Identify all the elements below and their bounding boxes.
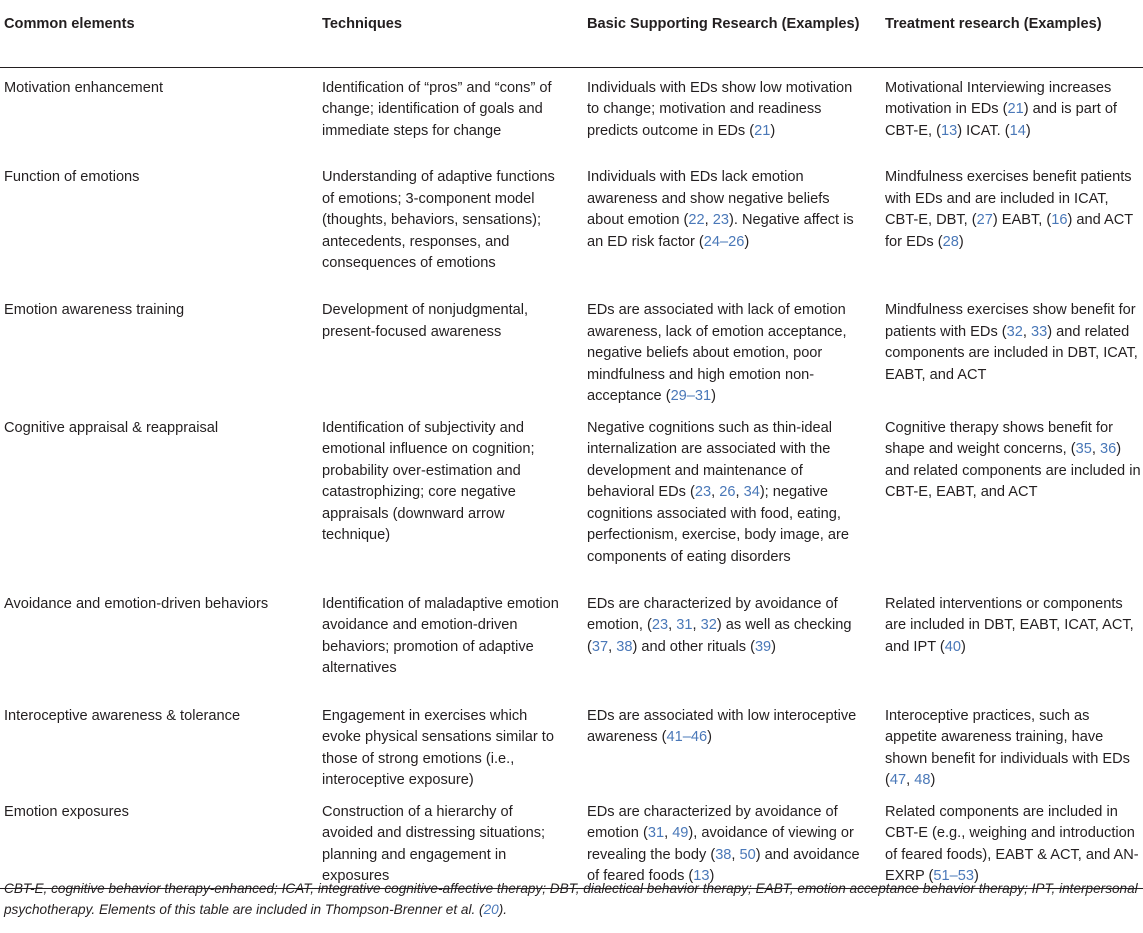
text-run: , bbox=[731, 846, 740, 863]
reference-link[interactable]: 36 bbox=[1100, 441, 1117, 457]
text-run: ) and related components are included in DBT, ICAT, EABT, and ACT bbox=[885, 323, 1138, 383]
reference-link[interactable]: 13 bbox=[940, 122, 958, 139]
table-footnote bbox=[4, 878, 1140, 920]
text-run: EDs are associated with low interoceptive awareness ( bbox=[587, 707, 857, 745]
text-run: , bbox=[608, 638, 617, 655]
reference-link[interactable]: 40 bbox=[944, 638, 961, 655]
reference-link[interactable]: 33 bbox=[1031, 323, 1048, 340]
reference-link[interactable]: 39 bbox=[754, 638, 772, 655]
text-run: , bbox=[735, 484, 744, 500]
table-row bbox=[0, 408, 1143, 584]
cell-treatment-research bbox=[878, 792, 1143, 889]
text-run: , bbox=[1022, 323, 1032, 340]
reference-link[interactable]: 23 bbox=[712, 212, 729, 228]
header-techniques: Techniques bbox=[314, 0, 580, 67]
cell-basic-research bbox=[580, 157, 878, 290]
reference-link[interactable]: 14 bbox=[1009, 122, 1026, 139]
text-run: ) and other rituals ( bbox=[632, 638, 755, 655]
cell-treatment-research bbox=[878, 290, 1143, 408]
text-run: ) bbox=[711, 388, 717, 404]
reference-link[interactable]: 51–53 bbox=[933, 868, 974, 884]
reference-link[interactable]: 24–26 bbox=[703, 233, 745, 250]
cell-common-element: Emotion awareness training bbox=[4, 302, 185, 318]
text-run: EDs are associated with lack of emotion awareness, lack of emotion acceptance, negative beliefs about emotion, poor mindfulness and high emotion non-acceptance ( bbox=[587, 302, 847, 404]
reference-link[interactable]: 37 bbox=[591, 638, 609, 655]
cell-basic-research bbox=[580, 584, 878, 696]
reference-link[interactable]: 50 bbox=[739, 846, 756, 863]
cell-treatment-research bbox=[878, 408, 1143, 584]
text-run: Individuals with EDs show low motivation to change; motivation and readiness predicts outcome in EDs ( bbox=[587, 79, 853, 139]
cell-basic-research bbox=[580, 290, 878, 408]
cell-technique: Understanding of adaptive functions of emotions; 3-component model (thoughts, behaviors, sensations); antecedents, responses, and consequences of emotions bbox=[322, 169, 555, 271]
reference-link[interactable]: 35 bbox=[1075, 441, 1092, 457]
table-row bbox=[0, 67, 1143, 157]
table-row bbox=[0, 792, 1143, 889]
header-basic-research: Basic Supporting Research (Examples) bbox=[580, 0, 878, 67]
text-run: Mindfulness exercises benefit patients with EDs and are included in ICAT, CBT-E, DBT, ( bbox=[885, 169, 1132, 228]
text-run: ) EABT, ( bbox=[992, 212, 1052, 228]
text-run: ) bbox=[1025, 122, 1031, 139]
text-run: ). Negative affect is an ED risk factor ( bbox=[587, 212, 854, 250]
table-row bbox=[0, 584, 1143, 696]
cell-technique: Identification of subjectivity and emotional influence on cognition; probability over-estimation and catastrophizing; core negative appraisals (downward arrow technique) bbox=[322, 419, 535, 543]
reference-link[interactable]: 21 bbox=[754, 122, 771, 139]
cell-technique: Construction of a hierarchy of avoided and distressing situations; planning and engagement in exposures bbox=[314, 792, 580, 889]
cell-technique: Development of nonjudgmental, present-focused awareness bbox=[322, 302, 529, 340]
text-run: Related components are included in CBT-E (e.g., weighing and introduction of feared foods), EABT & ACT, and AN-EXRP ( bbox=[885, 803, 1139, 884]
text-run: ), avoidance of viewing or revealing the body ( bbox=[587, 825, 854, 863]
text-run: ) bbox=[744, 233, 750, 250]
reference-link[interactable]: 23 bbox=[694, 484, 712, 500]
reference-link[interactable]: 21 bbox=[1007, 101, 1024, 117]
cell-common-element: Emotion exposures bbox=[0, 792, 314, 889]
text-run: Motivational Interviewing increases motivation in EDs ( bbox=[885, 79, 1112, 117]
cell-treatment-research bbox=[878, 584, 1143, 696]
reference-link[interactable]: 29–31 bbox=[670, 388, 712, 404]
table-row bbox=[0, 696, 1143, 792]
cell-basic-research bbox=[580, 792, 878, 889]
reference-link[interactable]: 13 bbox=[693, 868, 710, 884]
reference-link[interactable]: 49 bbox=[672, 825, 689, 841]
table-row bbox=[0, 290, 1143, 408]
reference-link[interactable]: 31 bbox=[647, 825, 665, 841]
text-run: ) as well as checking ( bbox=[587, 617, 852, 655]
cell-common-element: Interoceptive awareness & tolerance bbox=[4, 707, 241, 724]
text-run: , bbox=[906, 772, 915, 788]
text-run: ) bbox=[770, 122, 776, 139]
reference-link[interactable]: 26 bbox=[719, 484, 736, 500]
reference-link[interactable]: 23 bbox=[651, 617, 669, 633]
reference-link[interactable]: 41–46 bbox=[666, 729, 708, 745]
text-run: Interoceptive practices, such as appetite awareness training, have shown benefit for individuals with EDs ( bbox=[885, 707, 1130, 788]
cell-common-element: Avoidance and emotion-driven behaviors bbox=[4, 595, 269, 612]
text-run: ) bbox=[771, 638, 777, 655]
text-run: , bbox=[664, 825, 673, 841]
cell-common-element: Function of emotions bbox=[4, 169, 140, 185]
reference-link[interactable]: 48 bbox=[914, 772, 931, 788]
reference-link[interactable]: 38 bbox=[616, 638, 633, 655]
cell-common-element: Cognitive appraisal & reappraisal bbox=[4, 419, 219, 436]
reference-link[interactable]: 22 bbox=[688, 212, 705, 228]
cell-basic-research bbox=[580, 408, 878, 584]
text-run: ) and is part of CBT-E, ( bbox=[885, 101, 1117, 139]
text-run: ) bbox=[961, 638, 966, 655]
text-run: , bbox=[668, 617, 677, 633]
text-run: , bbox=[692, 617, 701, 633]
text-run: ) bbox=[930, 772, 936, 788]
text-run: ) and avoidance of feared foods ( bbox=[587, 846, 860, 884]
reference-link[interactable]: 34 bbox=[743, 484, 760, 500]
reference-link[interactable]: 20 bbox=[483, 902, 499, 917]
cell-treatment-research bbox=[878, 696, 1143, 792]
cell-treatment-research bbox=[878, 67, 1143, 157]
text-run: ) bbox=[958, 233, 964, 250]
reference-link[interactable]: 32 bbox=[1006, 323, 1023, 340]
text-run: Related interventions or components are included in DBT, EABT, ICAT, ACT, and IPT ( bbox=[885, 595, 1134, 655]
text-run: EDs are characterized by avoidance of emotion ( bbox=[587, 803, 838, 841]
text-run: ) and ACT for EDs ( bbox=[885, 212, 1133, 250]
cell-common-element: Motivation enhancement bbox=[4, 79, 164, 96]
reference-link[interactable]: 38 bbox=[715, 846, 732, 863]
reference-link[interactable]: 28 bbox=[942, 233, 959, 250]
cell-treatment-research bbox=[878, 157, 1143, 290]
text-run: EDs are characterized by avoidance of emotion, ( bbox=[587, 595, 838, 633]
cell-basic-research bbox=[580, 67, 878, 157]
cell-technique: Identification of maladaptive emotion avoidance and emotion-driven behaviors; promotion of adaptive alternatives bbox=[322, 595, 559, 676]
text-run: Negative cognitions such as thin-ideal internalization are associated with the development and maintenance of behavioral EDs ( bbox=[587, 419, 832, 500]
text-run: ) bbox=[709, 868, 715, 884]
cell-basic-research bbox=[580, 696, 878, 792]
table-row bbox=[0, 157, 1143, 290]
text-run: ). bbox=[498, 902, 507, 917]
text-run: CBT-E, cognitive behavior therapy-enhanced; ICAT, integrative cognitive-affective therapy; DBT, dialectical behavior therapy; EABT, emotion acceptance behavior therapy; IPT, interpersonal psychotherapy. Elements of this table are included in Thompson-Brenner et al. ( bbox=[4, 881, 1138, 917]
text-run: , bbox=[711, 484, 720, 500]
header-common-elements: Common elements bbox=[0, 0, 314, 67]
header-treatment-research: Treatment research (Examples) bbox=[878, 0, 1143, 67]
text-run: ); negative cognitions associated with food, eating, perfectionism, exercise, body image, are components of eating disorders bbox=[587, 484, 849, 565]
text-run: ) bbox=[707, 729, 712, 745]
text-run: , bbox=[704, 212, 713, 228]
reference-link[interactable]: 32 bbox=[700, 617, 717, 633]
header-row bbox=[0, 0, 1143, 67]
text-run: ) ICAT. ( bbox=[957, 122, 1010, 139]
text-run: , bbox=[1091, 441, 1100, 457]
text-run: Individuals with EDs lack emotion awareness and show negative beliefs about emotion ( bbox=[587, 169, 830, 228]
text-run: Mindfulness exercises show benefit for patients with EDs ( bbox=[885, 302, 1136, 340]
reference-link[interactable]: 47 bbox=[889, 772, 907, 788]
reference-link[interactable]: 16 bbox=[1051, 212, 1068, 228]
reference-link[interactable]: 27 bbox=[976, 212, 993, 228]
reference-link[interactable]: 31 bbox=[676, 617, 693, 633]
text-run: Cognitive therapy shows benefit for shape and weight concerns, ( bbox=[885, 419, 1113, 457]
text-run: ) bbox=[974, 868, 979, 884]
text-run: ) and related components are included in CBT-E, EABT, and ACT bbox=[885, 441, 1141, 500]
cell-technique: Engagement in exercises which evoke physical sensations similar to those of strong emotions (i.e., interoceptive exposure) bbox=[322, 707, 554, 788]
cell-technique: Identification of “pros” and “cons” of change; identification of goals and immediate steps for change bbox=[322, 79, 552, 139]
